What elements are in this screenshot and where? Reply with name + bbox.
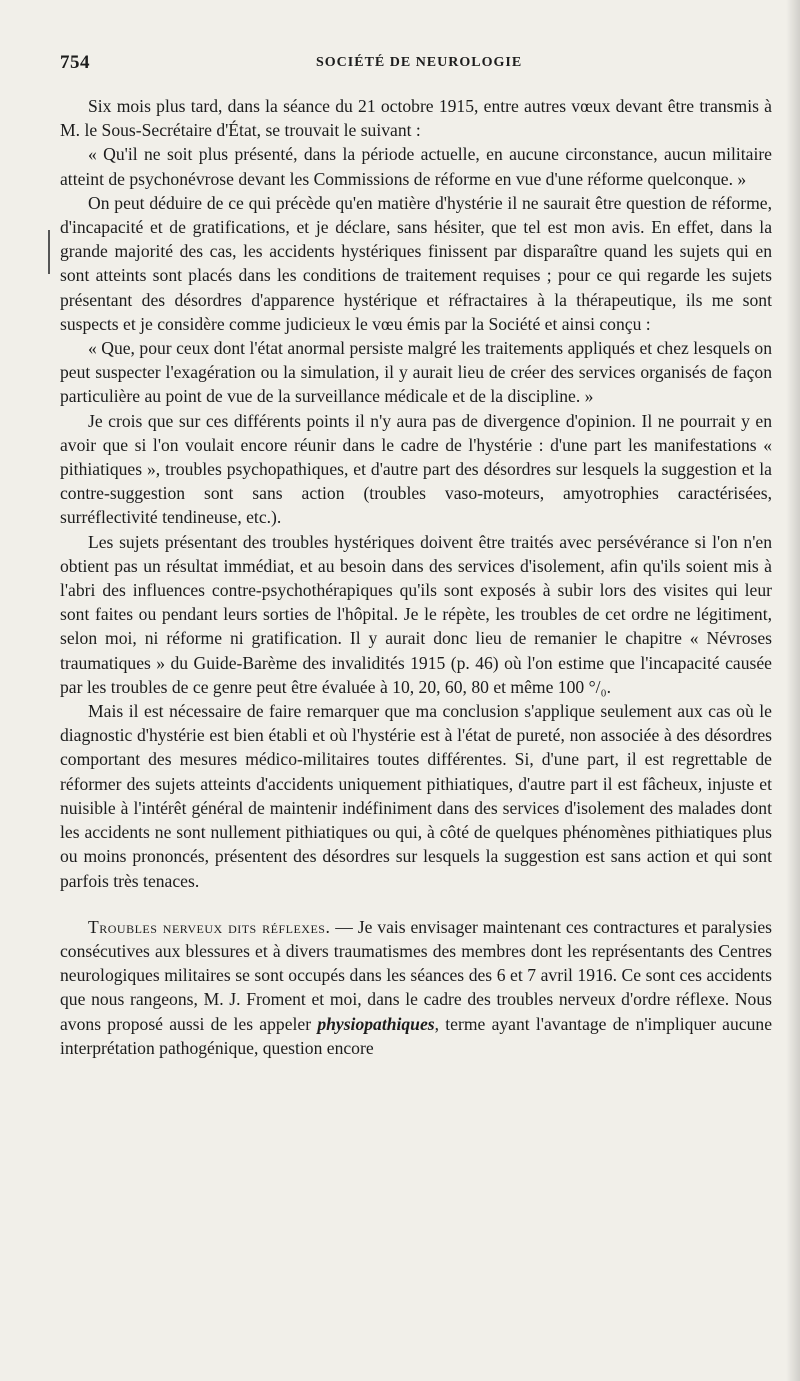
body-text bbox=[60, 94, 772, 1060]
section-heading: Troubles nerveux dits réflexes. bbox=[88, 916, 331, 937]
section-text-end: , terme ayant l'avantage de n'impliquer aucune interprétation pathogénique, question encore bbox=[60, 1013, 773, 1058]
page-number: 754 bbox=[60, 52, 90, 73]
paragraph: Je crois que sur ces différents points il n'y aura pas de divergence d'opinion. Il ne pourrait y en avoir que si l'on voulait encore réunir dans le cadre de l'hystérie : d'une part les manifestations « pithiatiques », troubles psychopathiques, et d'autre part des désordres sur lesquels la suggestion et la contre-suggestion sont sans action (troubles vaso-moteurs, amyotrophies caractérisées, surréflectivité tendineuse, etc.). bbox=[60, 410, 772, 528]
paragraph: On peut déduire de ce qui précède qu'en matière d'hystérie il ne saurait être question de réforme, d'incapacité et de gratifications, et je déclare, sans hésiter, que tel est mon avis. En effet, dans la grande majorité des cas, les accidents hystériques finissent par disparaître quand les sujets qui en sont atteints sont placés dans les conditions de traitement requises ; pour ce qui regarde les sujets présentant des désordres d'apparence hystérique et réfractaires à la thérapeutique, ils me sont suspects et je considère comme judicieux le vœu émis par la Société et ainsi conçu : bbox=[60, 192, 772, 334]
paragraph: Six mois plus tard, dans la séance du 21 octobre 1915, entre autres vœux devant être transmis à M. le Sous-Secrétaire d'État, se trouvait le suivant : bbox=[60, 96, 772, 141]
page-edge-shadow bbox=[786, 0, 800, 1381]
paragraph: Mais il est nécessaire de faire remarquer que ma conclusion s'applique seulement aux cas où le diagnostic d'hystérie est bien établi et où l'hystérie est à l'état de pureté, non associée à des désordres comportant des mesures médico-militaires toutes différentes. Si, d'une part, il est regrettable de réformer des sujets atteints d'accidents uniquement pithiatiques, d'autre part il est fâcheux, injuste et nuisible à l'intérêt général de maintenir indéfiniment dans des services d'isolement des malades dont les accidents ne sont nullement pithiatiques ou qui, à côté de quelques phénomènes pithiatiques plus ou moins prononcés, présentent des désordres sur lesquels la suggestion est sans action et qui sont parfois très tenaces. bbox=[60, 701, 772, 891]
paragraph: Les sujets présentant des troubles hystériques doivent être traités avec persévérance si l'on n'en obtient pas un résultat immédiat, et au besoin dans des services d'isolement, afin qu'ils soient mis à l'abri des influences contre-psychothérapiques qu'ils sont exposés à subir lors des visites qui leur sont faites ou pendant leurs sorties de l'hôpital. Je le répète, les troubles de cet ordre ne légitiment, selon moi, ni réforme ni gratification. Il y aurait donc lieu de remanier le chapitre « Névroses traumatiques » du Guide-Barème des invalidités 1915 (p. 46) où l'on estime que l'incapacité causée par les troubles de ce genre peut être évaluée à 10, 20, 60, 80 et même 100 °/₀. bbox=[60, 531, 772, 697]
section-emphasis: physiopathiques bbox=[317, 1013, 435, 1034]
page-header bbox=[60, 52, 772, 76]
running-title: SOCIÉTÉ DE NEUROLOGIE bbox=[316, 55, 523, 70]
section-paragraph bbox=[60, 915, 772, 1060]
quote-paragraph: « Qu'il ne soit plus présenté, dans la période actuelle, en aucune circonstance, aucun militaire atteint de psychonévrose devant les Commissions de réforme en vue d'une réforme quelconque. » bbox=[60, 144, 772, 189]
section-text: — Je vais envisager maintenant ces contractures et paralysies consécutives aux blessures et à divers traumatismes des membres dont les représentants des Centres neurologiques militaires se sont occupés dans les séances des 6 et 7 avril 1916. Ce sont ces accidents que nous rangeons, M. J. Froment et moi, dans le cadre des troubles nerveux d'ordre réflexe. Nous avons proposé aussi de les appeler bbox=[60, 916, 772, 1034]
quote-paragraph: « Que, pour ceux dont l'état anormal persiste malgré les traitements appliqués et chez lesquels on peut suspecter l'exagération ou la simulation, il y aurait lieu de créer des services organisés de façon particulière au point de vue de la surveillance médicale et de la discipline. » bbox=[60, 338, 772, 407]
margin-mark bbox=[48, 230, 50, 274]
